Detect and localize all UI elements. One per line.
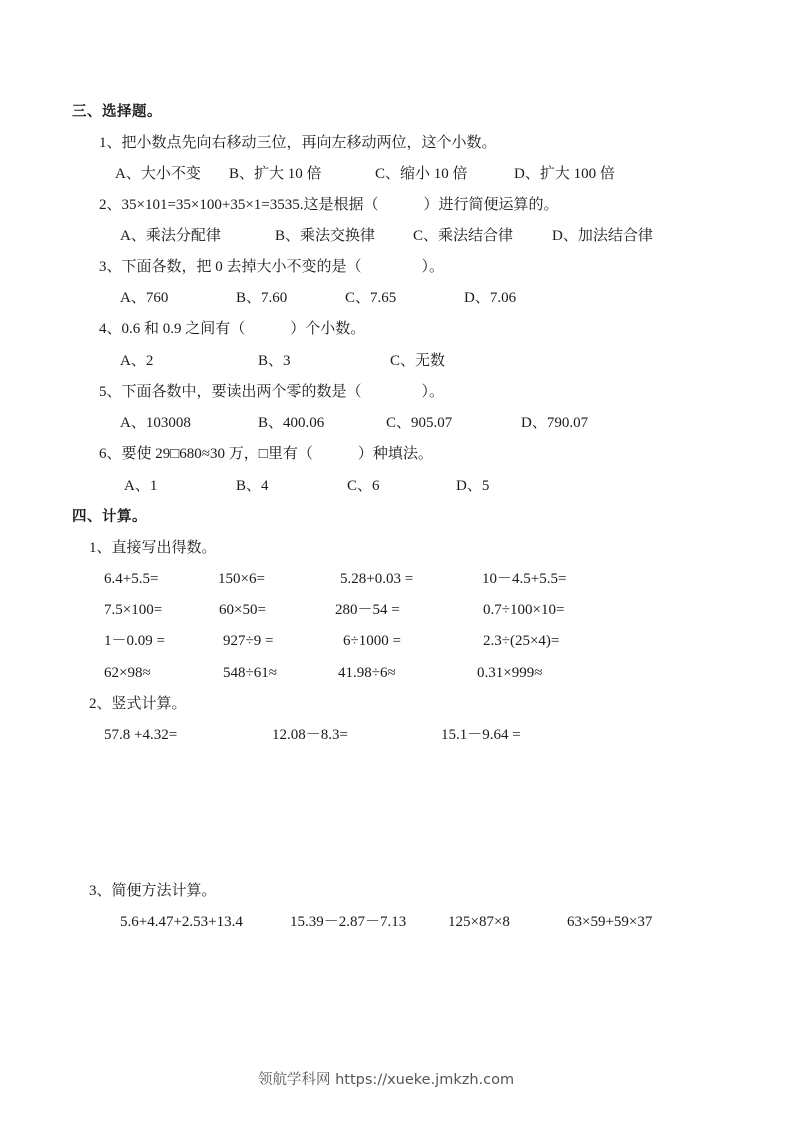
q6-option-a: A、1 (124, 478, 158, 494)
calc-item: 41.98÷6≈ (338, 665, 396, 681)
q5-option-a: A、103008 (120, 415, 191, 431)
calc-item: 150×6= (218, 571, 265, 587)
q1-option-b: B、扩大 10 倍 (229, 166, 322, 182)
q4-option-a: A、2 (120, 353, 154, 369)
vertical-calc-item: 12.08－8.3= (272, 727, 348, 743)
q3-option-d: D、7.06 (464, 290, 517, 306)
calc-item: 60×50= (219, 602, 266, 618)
question-4: 4、0.6 和 0.9 之间有（ ）个小数。 (99, 321, 366, 337)
part3-title: 3、简便方法计算。 (89, 883, 217, 899)
q1-option-c: C、缩小 10 倍 (375, 166, 468, 182)
q4-option-b: B、3 (258, 353, 291, 369)
simplify-calc-item: 125×87×8 (448, 914, 510, 930)
q2-option-c: C、乘法结合律 (413, 228, 514, 244)
calc-item: 280－54 = (335, 602, 400, 618)
q1-option-d: D、扩大 100 倍 (514, 166, 615, 182)
calc-item: 2.3÷(25×4)= (483, 633, 560, 649)
section-title-choice: 三、选择题。 (72, 104, 162, 120)
calc-item: 0.31×999≈ (477, 665, 543, 681)
footer-watermark: 领航学科网 https://xueke.jmkzh.com (258, 1072, 515, 1088)
simplify-calc-item: 5.6+4.47+2.53+13.4 (120, 914, 243, 930)
calc-item: 7.5×100= (104, 602, 163, 618)
q5-option-d: D、790.07 (521, 415, 589, 431)
question-1: 1、把小数点先向右移动三位，再向左移动两位，这个小数。 (99, 135, 497, 151)
simplify-calc-item: 15.39－2.87－7.13 (290, 914, 407, 930)
calc-item: 927÷9 = (223, 633, 274, 649)
q6-option-b: B、4 (236, 478, 269, 494)
q3-option-c: C、7.65 (345, 290, 397, 306)
q5-option-b: B、400.06 (258, 415, 325, 431)
q4-option-c: C、无数 (390, 353, 446, 369)
section-title-calculation: 四、计算。 (72, 509, 147, 525)
question-2: 2、35×101=35×100+35×1=3535.这是根据（ ）进行简便运算的。 (99, 197, 559, 213)
q1-option-a: A、大小不变 (115, 166, 201, 182)
part1-title: 1、直接写出得数。 (89, 540, 217, 556)
question-6: 6、要使 29□680≈30 万，□里有（ ）种填法。 (99, 446, 433, 462)
q2-option-b: B、乘法交换律 (275, 228, 376, 244)
simplify-calc-item: 63×59+59×37 (567, 914, 653, 930)
q6-option-c: C、6 (347, 478, 380, 494)
q3-option-a: A、760 (120, 290, 169, 306)
calc-item: 5.28+0.03 = (340, 571, 414, 587)
calc-item: 6÷1000 = (343, 633, 401, 649)
q2-option-d: D、加法结合律 (552, 228, 653, 244)
vertical-calc-item: 15.1－9.64 = (441, 727, 521, 743)
q5-option-c: C、905.07 (386, 415, 453, 431)
q3-option-b: B、7.60 (236, 290, 288, 306)
question-5: 5、下面各数中，要读出两个零的数是（ ）。 (99, 384, 445, 400)
calc-item: 6.4+5.5= (104, 571, 159, 587)
question-3: 3、下面各数，把 0 去掉大小不变的是（ ）。 (99, 259, 445, 275)
calc-item: 548÷61≈ (223, 665, 277, 681)
q2-option-a: A、乘法分配律 (120, 228, 221, 244)
calc-item: 0.7÷100×10= (483, 602, 565, 618)
part2-title: 2、竖式计算。 (89, 696, 187, 712)
q6-option-d: D、5 (456, 478, 490, 494)
vertical-calc-item: 57.8 +4.32= (104, 727, 178, 743)
calc-item: 62×98≈ (104, 665, 151, 681)
calc-item: 1－0.09 = (104, 633, 165, 649)
calc-item: 10－4.5+5.5= (482, 571, 567, 587)
